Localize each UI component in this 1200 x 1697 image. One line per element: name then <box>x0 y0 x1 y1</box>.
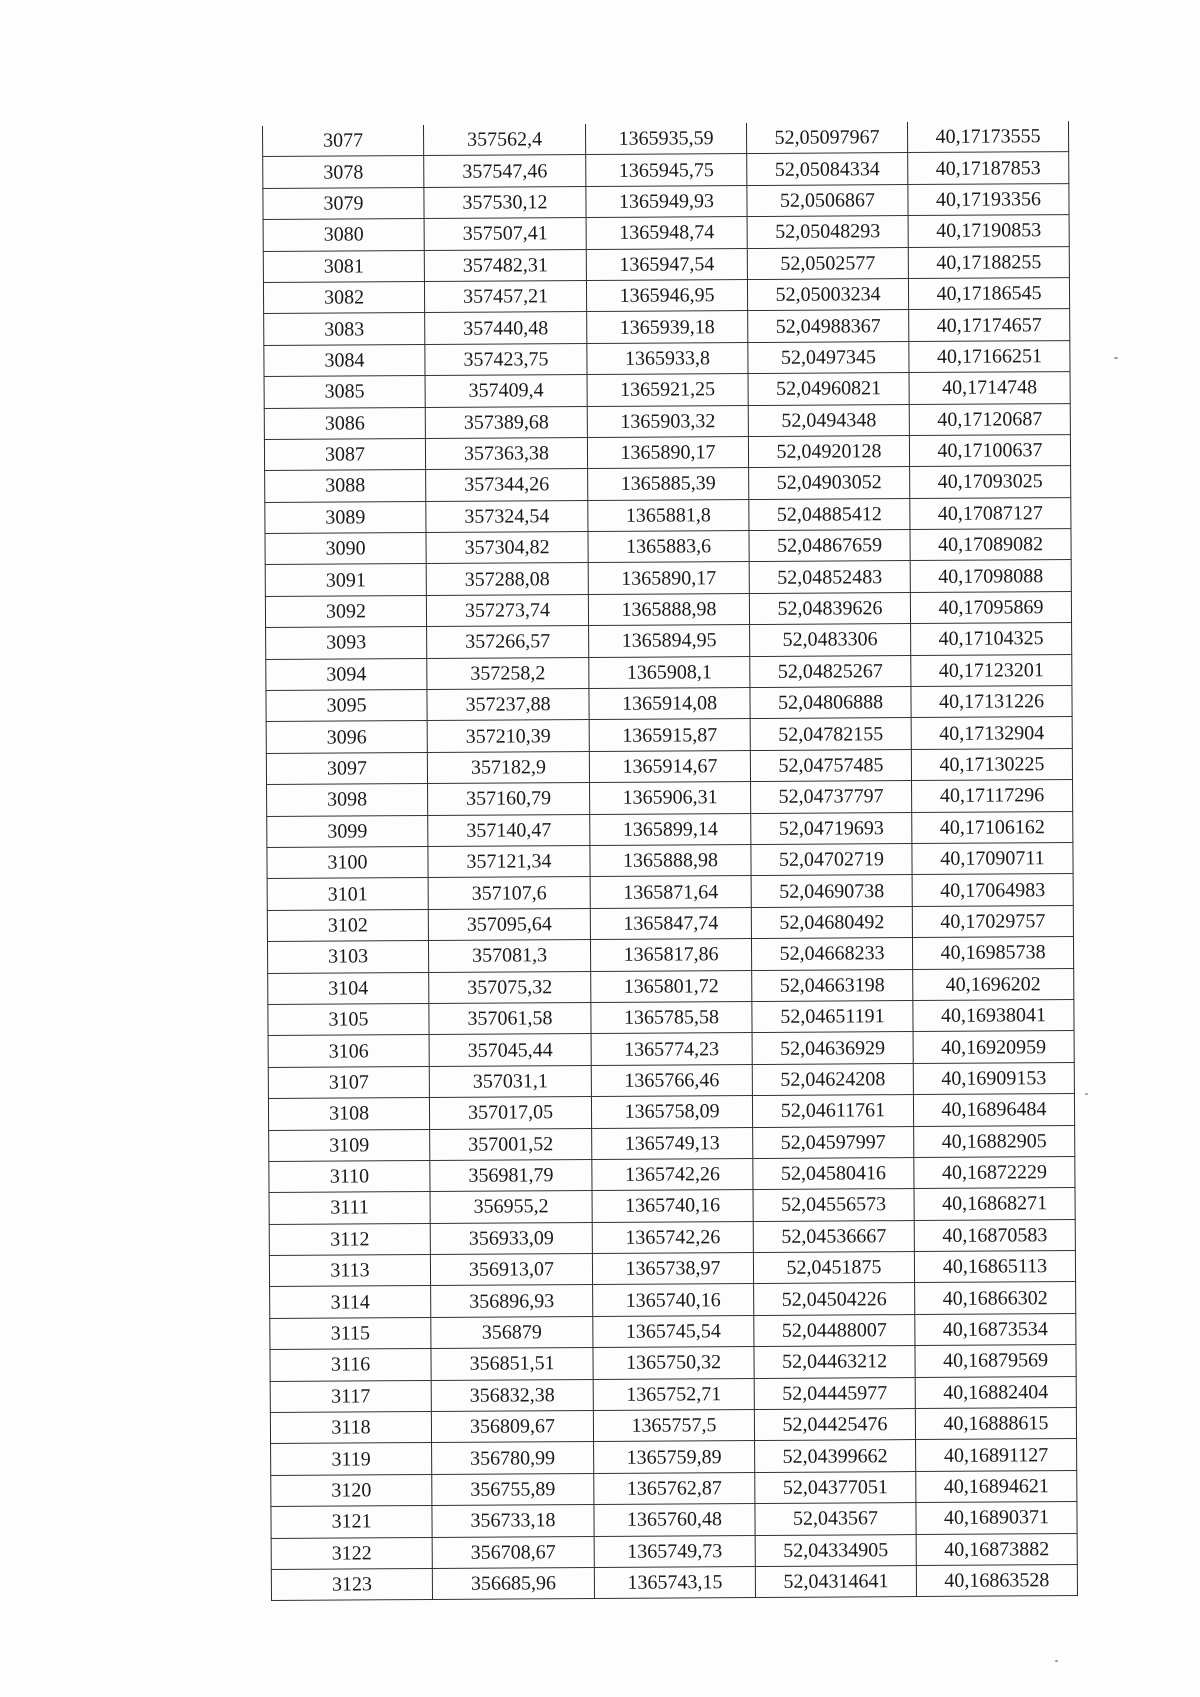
latitude-cell: 52,04504226 <box>754 1283 915 1315</box>
latitude-cell: 52,04668233 <box>751 938 912 970</box>
latitude-cell: 52,04663198 <box>752 969 913 1001</box>
latitude-cell: 52,04597997 <box>753 1126 914 1158</box>
latitude-cell: 52,04782155 <box>750 718 911 750</box>
x-coordinate-cell: 357423,75 <box>425 343 587 375</box>
latitude-cell: 52,05048293 <box>747 216 908 248</box>
point-number-cell: 3104 <box>268 972 429 1004</box>
table-row <box>264 434 1070 470</box>
table-row <box>268 1031 1074 1067</box>
point-number-cell: 3121 <box>271 1506 432 1538</box>
point-number-cell: 3101 <box>267 878 428 910</box>
y-coordinate-cell: 1365890,17 <box>587 436 748 468</box>
x-coordinate-cell: 356755,89 <box>432 1473 594 1505</box>
latitude-cell: 52,04839626 <box>749 592 910 624</box>
table-row <box>271 1565 1077 1601</box>
table-row <box>268 968 1074 1004</box>
point-number-cell: 3093 <box>266 627 427 659</box>
longitude-cell: 40,16920959 <box>913 1031 1074 1063</box>
point-number-cell: 3096 <box>266 721 427 753</box>
table-row <box>263 121 1069 157</box>
table-row <box>263 183 1069 219</box>
point-number-cell: 3095 <box>266 690 427 722</box>
longitude-cell: 40,16888615 <box>915 1408 1076 1440</box>
x-coordinate-cell: 357095,64 <box>428 908 590 940</box>
table-row <box>271 1502 1077 1538</box>
y-coordinate-cell: 1365752,71 <box>593 1378 754 1410</box>
longitude-cell: 40,17104325 <box>911 623 1072 655</box>
point-number-cell: 3081 <box>263 250 424 282</box>
y-coordinate-cell: 1365774,23 <box>591 1033 752 1065</box>
x-coordinate-cell: 356733,18 <box>432 1505 594 1537</box>
table-row <box>264 309 1070 345</box>
point-number-cell: 3112 <box>269 1223 430 1255</box>
table-row <box>269 1125 1075 1161</box>
x-coordinate-cell: 356685,96 <box>432 1567 594 1599</box>
point-number-cell: 3078 <box>263 156 424 188</box>
point-number-cell: 3092 <box>265 595 426 627</box>
point-number-cell: 3086 <box>264 407 425 439</box>
y-coordinate-cell: 1365945,75 <box>586 154 747 186</box>
longitude-cell: 40,16873882 <box>916 1533 1077 1565</box>
longitude-cell: 40,16882404 <box>915 1376 1076 1408</box>
point-number-cell: 3106 <box>268 1035 429 1067</box>
table-row <box>264 372 1070 408</box>
longitude-cell: 40,17098088 <box>910 560 1071 592</box>
point-number-cell: 3083 <box>264 313 425 345</box>
y-coordinate-cell: 1365750,32 <box>593 1347 754 1379</box>
scan-speck <box>1055 1660 1058 1662</box>
latitude-cell: 52,0451875 <box>753 1252 914 1284</box>
y-coordinate-cell: 1365801,72 <box>591 970 752 1002</box>
longitude-cell: 40,17132904 <box>911 717 1072 749</box>
x-coordinate-cell: 357140,47 <box>428 814 590 846</box>
longitude-cell: 40,16879569 <box>915 1345 1076 1377</box>
latitude-cell: 52,04463212 <box>754 1346 915 1378</box>
y-coordinate-cell: 1365760,48 <box>594 1504 755 1536</box>
table-row <box>264 340 1070 376</box>
latitude-cell: 52,043567 <box>755 1503 916 1535</box>
table-row <box>266 623 1072 659</box>
y-coordinate-cell: 1365759,89 <box>594 1441 755 1473</box>
latitude-cell: 52,04852483 <box>749 561 910 593</box>
longitude-cell: 40,17106162 <box>912 811 1073 843</box>
longitude-cell: 40,1714748 <box>909 372 1070 404</box>
x-coordinate-cell: 356981,79 <box>430 1159 592 1191</box>
longitude-cell: 40,17117296 <box>912 780 1073 812</box>
latitude-cell: 52,04488007 <box>754 1314 915 1346</box>
latitude-cell: 52,0506867 <box>747 184 908 216</box>
longitude-cell: 40,16863528 <box>916 1565 1077 1597</box>
longitude-cell: 40,17090711 <box>912 843 1073 875</box>
longitude-cell: 40,16865113 <box>914 1251 1075 1283</box>
table-row <box>268 1062 1074 1098</box>
x-coordinate-cell: 357237,88 <box>427 689 589 721</box>
longitude-cell: 40,17089082 <box>910 529 1071 561</box>
y-coordinate-cell: 1365817,86 <box>590 939 751 971</box>
latitude-cell: 52,04445977 <box>754 1377 915 1409</box>
table-row <box>271 1439 1077 1475</box>
y-coordinate-cell: 1365888,98 <box>590 845 751 877</box>
point-number-cell: 3085 <box>264 376 425 408</box>
y-coordinate-cell: 1365894,95 <box>589 625 750 657</box>
latitude-cell: 52,04636929 <box>752 1032 913 1064</box>
point-number-cell: 3109 <box>269 1129 430 1161</box>
latitude-cell: 52,0497345 <box>748 341 909 373</box>
x-coordinate-cell: 356933,09 <box>430 1222 592 1254</box>
latitude-cell: 52,04757485 <box>750 749 911 781</box>
y-coordinate-cell: 1365743,15 <box>594 1566 755 1598</box>
table-row <box>268 1094 1074 1130</box>
y-coordinate-cell: 1365888,98 <box>588 593 749 625</box>
x-coordinate-cell: 357160,79 <box>428 783 590 815</box>
latitude-cell: 52,04702719 <box>751 844 912 876</box>
point-number-cell: 3123 <box>271 1568 432 1600</box>
y-coordinate-cell: 1365948,74 <box>586 217 747 249</box>
y-coordinate-cell: 1365740,16 <box>593 1284 754 1316</box>
table-row <box>266 748 1072 784</box>
latitude-cell: 52,04960821 <box>748 373 909 405</box>
table-row <box>270 1376 1076 1412</box>
y-coordinate-cell: 1365757,5 <box>593 1410 754 1442</box>
x-coordinate-cell: 356832,38 <box>431 1379 593 1411</box>
longitude-cell: 40,17064983 <box>912 874 1073 906</box>
table-row <box>266 717 1072 753</box>
latitude-cell: 52,04690738 <box>751 875 912 907</box>
point-number-cell: 3082 <box>263 281 424 313</box>
latitude-cell: 52,04719693 <box>751 812 912 844</box>
y-coordinate-cell: 1365946,95 <box>586 279 747 311</box>
point-number-cell: 3118 <box>270 1412 431 1444</box>
latitude-cell: 52,04556573 <box>753 1189 914 1221</box>
latitude-cell: 52,05084334 <box>747 153 908 185</box>
longitude-cell: 40,17166251 <box>909 340 1070 372</box>
x-coordinate-cell: 357324,54 <box>426 500 588 532</box>
x-coordinate-cell: 357061,58 <box>429 1002 591 1034</box>
table-row <box>269 1188 1075 1224</box>
table-row <box>266 654 1072 690</box>
y-coordinate-cell: 1365947,54 <box>586 248 747 280</box>
x-coordinate-cell: 356780,99 <box>432 1442 594 1474</box>
point-number-cell: 3108 <box>268 1098 429 1130</box>
longitude-cell: 40,17029757 <box>912 905 1073 937</box>
latitude-cell: 52,04314641 <box>755 1565 916 1597</box>
table-row <box>263 215 1069 251</box>
x-coordinate-cell: 356955,2 <box>430 1191 592 1223</box>
coordinates-table-body <box>263 121 1078 1601</box>
point-number-cell: 3105 <box>268 1003 429 1035</box>
x-coordinate-cell: 357017,05 <box>429 1097 591 1129</box>
table-row <box>270 1282 1076 1318</box>
table-row <box>263 246 1069 282</box>
x-coordinate-cell: 357210,39 <box>427 720 589 752</box>
longitude-cell: 40,16894621 <box>916 1470 1077 1502</box>
table-row <box>265 497 1071 533</box>
latitude-cell: 52,04806888 <box>750 687 911 719</box>
y-coordinate-cell: 1365738,97 <box>592 1253 753 1285</box>
point-number-cell: 3098 <box>267 784 428 816</box>
longitude-cell: 40,16909153 <box>913 1062 1074 1094</box>
x-coordinate-cell: 357530,12 <box>424 186 586 218</box>
longitude-cell: 40,17087127 <box>910 497 1071 529</box>
latitude-cell: 52,04399662 <box>755 1440 916 1472</box>
point-number-cell: 3087 <box>264 438 425 470</box>
x-coordinate-cell: 357507,41 <box>424 218 586 250</box>
latitude-cell: 52,04425476 <box>754 1409 915 1441</box>
y-coordinate-cell: 1365914,67 <box>589 750 750 782</box>
table-row <box>270 1345 1076 1381</box>
y-coordinate-cell: 1365749,73 <box>594 1535 755 1567</box>
y-coordinate-cell: 1365785,58 <box>591 1001 752 1033</box>
table-row <box>267 937 1073 973</box>
point-number-cell: 3090 <box>265 533 426 565</box>
x-coordinate-cell: 356896,93 <box>431 1285 593 1317</box>
latitude-cell: 52,04580416 <box>753 1157 914 1189</box>
table-row <box>266 686 1072 722</box>
y-coordinate-cell: 1365742,26 <box>592 1158 753 1190</box>
point-number-cell: 3103 <box>267 941 428 973</box>
latitude-cell: 52,05003234 <box>747 279 908 311</box>
scan-speck <box>1085 1093 1088 1095</box>
longitude-cell: 40,16882905 <box>914 1125 1075 1157</box>
point-number-cell: 3099 <box>267 815 428 847</box>
longitude-cell: 40,16985738 <box>912 937 1073 969</box>
longitude-cell: 40,17173555 <box>907 121 1068 153</box>
longitude-cell: 40,1696202 <box>913 968 1074 1000</box>
x-coordinate-cell: 357075,32 <box>429 971 591 1003</box>
x-coordinate-cell: 357344,26 <box>426 469 588 501</box>
x-coordinate-cell: 357182,9 <box>427 751 589 783</box>
point-number-cell: 3084 <box>264 344 425 376</box>
y-coordinate-cell: 1365766,46 <box>591 1064 752 1096</box>
latitude-cell: 52,0483306 <box>750 624 911 656</box>
x-coordinate-cell: 357440,48 <box>425 312 587 344</box>
table-row <box>267 843 1073 879</box>
y-coordinate-cell: 1365914,08 <box>589 688 750 720</box>
longitude-cell: 40,17193356 <box>908 183 1069 215</box>
table-row <box>265 591 1071 627</box>
x-coordinate-cell: 357288,08 <box>426 563 588 595</box>
point-number-cell: 3116 <box>270 1349 431 1381</box>
y-coordinate-cell: 1365885,39 <box>588 468 749 500</box>
point-number-cell: 3122 <box>271 1537 432 1569</box>
point-number-cell: 3080 <box>263 219 424 251</box>
table-row <box>264 403 1070 439</box>
longitude-cell: 40,16896484 <box>913 1094 1074 1126</box>
y-coordinate-cell: 1365758,09 <box>591 1096 752 1128</box>
latitude-cell: 52,04680492 <box>751 906 912 938</box>
y-coordinate-cell: 1365921,25 <box>587 374 748 406</box>
x-coordinate-cell: 357547,46 <box>424 155 586 187</box>
table-row <box>265 529 1071 565</box>
x-coordinate-cell: 356851,51 <box>431 1348 593 1380</box>
y-coordinate-cell: 1365949,93 <box>586 185 747 217</box>
table-row <box>270 1313 1076 1349</box>
longitude-cell: 40,17174657 <box>909 309 1070 341</box>
latitude-cell: 52,04825267 <box>750 655 911 687</box>
table-row <box>263 152 1069 188</box>
x-coordinate-cell: 357562,4 <box>423 124 585 156</box>
latitude-cell: 52,04536667 <box>753 1220 914 1252</box>
y-coordinate-cell: 1365847,74 <box>590 907 751 939</box>
latitude-cell: 52,04377051 <box>755 1471 916 1503</box>
latitude-cell: 52,0494348 <box>748 404 909 436</box>
y-coordinate-cell: 1365939,18 <box>587 311 748 343</box>
point-number-cell: 3088 <box>265 470 426 502</box>
scan-speck <box>1114 357 1118 359</box>
x-coordinate-cell: 357273,74 <box>426 594 588 626</box>
x-coordinate-cell: 357258,2 <box>427 657 589 689</box>
longitude-cell: 40,16866302 <box>915 1282 1076 1314</box>
y-coordinate-cell: 1365762,87 <box>594 1472 755 1504</box>
longitude-cell: 40,17187853 <box>908 152 1069 184</box>
table-row <box>269 1251 1075 1287</box>
latitude-cell: 52,04334905 <box>755 1534 916 1566</box>
y-coordinate-cell: 1365908,1 <box>589 656 750 688</box>
y-coordinate-cell: 1365883,6 <box>588 531 749 563</box>
coordinates-table <box>262 121 1078 1601</box>
table-row <box>265 466 1071 502</box>
x-coordinate-cell: 356708,67 <box>432 1536 594 1568</box>
y-coordinate-cell: 1365740,16 <box>592 1190 753 1222</box>
x-coordinate-cell: 357001,52 <box>430 1128 592 1160</box>
x-coordinate-cell: 356913,07 <box>430 1254 592 1286</box>
y-coordinate-cell: 1365906,31 <box>590 782 751 814</box>
longitude-cell: 40,16938041 <box>913 999 1074 1031</box>
y-coordinate-cell: 1365745,54 <box>593 1315 754 1347</box>
latitude-cell: 52,0502577 <box>747 247 908 279</box>
x-coordinate-cell: 357304,82 <box>426 532 588 564</box>
y-coordinate-cell: 1365871,64 <box>590 876 751 908</box>
y-coordinate-cell: 1365742,26 <box>592 1221 753 1253</box>
table-row <box>267 874 1073 910</box>
x-coordinate-cell: 357266,57 <box>427 626 589 658</box>
point-number-cell: 3115 <box>270 1317 431 1349</box>
longitude-cell: 40,17120687 <box>909 403 1070 435</box>
point-number-cell: 3119 <box>271 1443 432 1475</box>
longitude-cell: 40,17186545 <box>908 278 1069 310</box>
longitude-cell: 40,16868271 <box>914 1188 1075 1220</box>
x-coordinate-cell: 357107,6 <box>428 877 590 909</box>
x-coordinate-cell: 357389,68 <box>425 406 587 438</box>
point-number-cell: 3094 <box>266 658 427 690</box>
point-number-cell: 3120 <box>271 1474 432 1506</box>
point-number-cell: 3110 <box>269 1160 430 1192</box>
table-row <box>268 999 1074 1035</box>
longitude-cell: 40,17095869 <box>910 591 1071 623</box>
longitude-cell: 40,16872229 <box>914 1156 1075 1188</box>
table-row <box>267 780 1073 816</box>
x-coordinate-cell: 357409,4 <box>425 375 587 407</box>
longitude-cell: 40,16873534 <box>915 1313 1076 1345</box>
longitude-cell: 40,16870583 <box>914 1219 1075 1251</box>
latitude-cell: 52,04885412 <box>749 498 910 530</box>
x-coordinate-cell: 357457,21 <box>424 280 586 312</box>
x-coordinate-cell: 357482,31 <box>424 249 586 281</box>
table-row <box>265 560 1071 596</box>
table-row <box>267 811 1073 847</box>
latitude-cell: 52,04611761 <box>752 1095 913 1127</box>
table-row <box>269 1156 1075 1192</box>
point-number-cell: 3077 <box>263 125 424 157</box>
longitude-cell: 40,17123201 <box>911 654 1072 686</box>
y-coordinate-cell: 1365935,59 <box>585 123 746 155</box>
table-row <box>267 905 1073 941</box>
longitude-cell: 40,17130225 <box>911 748 1072 780</box>
point-number-cell: 3100 <box>267 846 428 878</box>
latitude-cell: 52,04920128 <box>748 435 909 467</box>
longitude-cell: 40,17131226 <box>911 686 1072 718</box>
table-row <box>263 278 1069 314</box>
point-number-cell: 3114 <box>270 1286 431 1318</box>
latitude-cell: 52,04651191 <box>752 1000 913 1032</box>
latitude-cell: 52,04624208 <box>752 1063 913 1095</box>
latitude-cell: 52,04867659 <box>749 530 910 562</box>
x-coordinate-cell: 357045,44 <box>429 1034 591 1066</box>
longitude-cell: 40,17188255 <box>908 246 1069 278</box>
y-coordinate-cell: 1365890,17 <box>588 562 749 594</box>
point-number-cell: 3079 <box>263 187 424 219</box>
table-row <box>270 1408 1076 1444</box>
x-coordinate-cell: 357031,1 <box>429 1065 591 1097</box>
x-coordinate-cell: 357081,3 <box>428 940 590 972</box>
y-coordinate-cell: 1365899,14 <box>590 813 751 845</box>
latitude-cell: 52,04988367 <box>748 310 909 342</box>
point-number-cell: 3111 <box>269 1192 430 1224</box>
table-row <box>271 1533 1077 1569</box>
y-coordinate-cell: 1365881,8 <box>588 499 749 531</box>
x-coordinate-cell: 357363,38 <box>425 437 587 469</box>
point-number-cell: 3117 <box>270 1380 431 1412</box>
longitude-cell: 40,17100637 <box>909 434 1070 466</box>
y-coordinate-cell: 1365915,87 <box>589 719 750 751</box>
latitude-cell: 52,04737797 <box>751 781 912 813</box>
x-coordinate-cell: 356809,67 <box>431 1411 593 1443</box>
latitude-cell: 52,05097967 <box>746 122 907 154</box>
longitude-cell: 40,17190853 <box>908 215 1069 247</box>
point-number-cell: 3113 <box>269 1255 430 1287</box>
point-number-cell: 3097 <box>266 752 427 784</box>
point-number-cell: 3089 <box>265 501 426 533</box>
x-coordinate-cell: 356879 <box>431 1316 593 1348</box>
latitude-cell: 52,04903052 <box>749 467 910 499</box>
longitude-cell: 40,17093025 <box>910 466 1071 498</box>
y-coordinate-cell: 1365903,32 <box>587 405 748 437</box>
longitude-cell: 40,16891127 <box>916 1439 1077 1471</box>
y-coordinate-cell: 1365749,13 <box>592 1127 753 1159</box>
point-number-cell: 3107 <box>268 1066 429 1098</box>
table-row <box>269 1219 1075 1255</box>
longitude-cell: 40,16890371 <box>916 1502 1077 1534</box>
point-number-cell: 3102 <box>267 909 428 941</box>
point-number-cell: 3091 <box>265 564 426 596</box>
table-row <box>271 1470 1077 1506</box>
y-coordinate-cell: 1365933,8 <box>587 342 748 374</box>
x-coordinate-cell: 357121,34 <box>428 845 590 877</box>
